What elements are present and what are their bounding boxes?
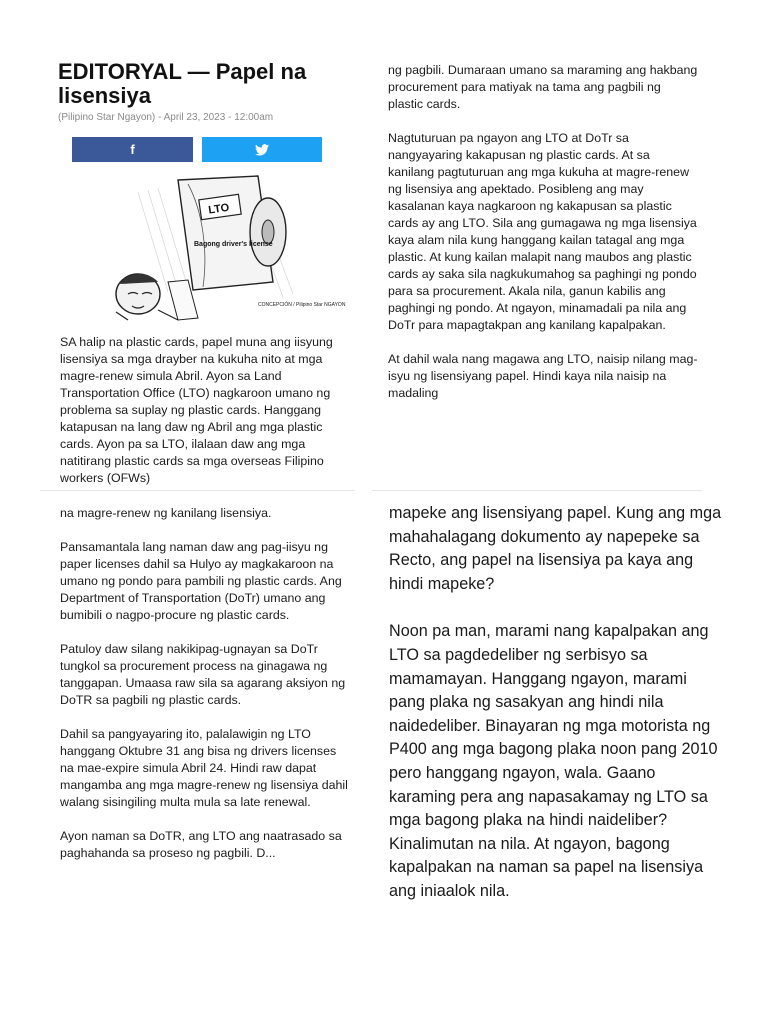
cartoon-signature: CONCEPCIÓN / Pilipino Star NGAYON [258,302,346,308]
right-column-continued [389,502,724,928]
article-meta: (Pilipino Star Ngayon) - April 23, 2023 - 12:00am [58,112,274,123]
paragraph: SA halip na plastic cards, papel muna ang iisyung lisensiya sa mga drayber na kukuha nito at mga magre-renew simula Abril. Ayon sa Land Transportation Office (LTO) nagkaroon umano ng problema sa suplay ng plastic cards. Hanggang katapusan na lang daw ng Abril ang mga plastic cards. Ayon pa sa LTO, ilalaan daw ang mga natitirang plastic cards sa mga overseas Filipino workers (OFWs) [60,335,333,485]
left-column-continued [60,505,350,879]
facebook-share-button[interactable] [72,137,193,162]
facebook-icon: f [130,142,135,157]
left-column-intro [60,334,346,496]
paragraph: ng pagbili. Dumaraan umano sa maraming ang hakbang procurement para matiyak na tama ang pagbili ng plastic cards. [388,63,698,111]
right-column-top [388,62,698,484]
twitter-icon [255,144,269,156]
paragraph: Patuloy daw silang nakikipag-ugnayan sa DoTr tungkol sa procurement process na ginagawa ng tanggapan. Umaasa raw sila sa agarang aksiyon ng DoTR sa pagbili ng plastic cards. [60,642,346,707]
paragraph: Ayon naman sa DoTR, ang LTO ang naatrasado sa paghahanda sa proseso ng pagbili. D... [60,829,342,860]
paragraph: mapeke ang lisensiyang papel. Kung ang mga mahahalagang dokumento ay napepeke sa Recto, ang papel na lisensiya pa kaya ang hindi mapeke? [389,504,722,593]
paragraph: Dahil sa pangyayaring ito, palalawigin ng LTO hanggang Oktubre 31 ang bisa ng drivers licenses na mae-expire simula Abril 24. Hindi raw dapat mangamba ang mga magre-renew ng lisensiya dahil walang sisingiling multa mula sa late renewal. [60,727,348,809]
paragraph: Pansamantala lang naman daw ang pag-iisyu ng paper licenses dahil sa Hulyo ay magkakaroon na umano ng pondo para pambili ng plastic cards. Ang Department of Transportation (DoTr) umano ang bumibili o nagpo-procure ng plastic cards. [60,540,342,622]
paragraph: Noon pa man, marami nang kapalpakan ang LTO sa pagdedeliber ng serbisyo sa mamamayan. Hanggang ngayon, marami pang plaka ng sasakyan ang hindi nila naidedeliber. Binayaran ng mga motorista ng P400 ang mga bagong plaka noon pang 2010 pero hanggang ngayon, wala. Gaano karaming pera ang napasakamay ng LTO sa mga bagong plaka na hindi naideliber? Kinalimutan na nila. At ngayon, bagong kapalpakan na naman sa papel na lisensiya ang iniaalok nila. [389,622,718,900]
editorial-cartoon [108,172,346,322]
article-title: EDITORYAL — Papel na lisensiya [58,59,307,108]
paragraph: Nagtuturuan pa ngayon ang LTO at DoTr sa nangyayaring kakapusan ng plastic cards. At sa kanilang pagtuturuan ang mga kukuha at magre-renew ng lisensiya ang apektado. Posibleng ang may kasalanan kaya nagkaroon ng kakapusan sa plastic cards ay ang LTO. Sila ang gumagawa ng mga lisensiya kaya alam nila kung hanggang kailan tatagal ang mga plastic. At kung kailan malapit nang maubos ang plastic cards ay saka sila nagkukumahog sa paghingi ng pondo para sa procurement. Akala nila, ganun kabilis ang paghingi ng pondo. At ngayon, minamadali pa nila ang DoTr para mapagtakpan ang kanilang kapalpakan. [388,131,697,332]
section-divider [40,490,355,491]
paragraph: na magre-renew ng kanilang lisensiya. [60,506,272,520]
paragraph: At dahil wala nang magawa ang LTO, naisip nilang mag-isyu ng lisensiyang papel. Hindi kaya nila naisip na madaling [388,352,698,400]
cartoon-card-label: Bagong driver's license [194,241,273,248]
section-divider [372,490,702,491]
cartoon-lto-label: LTO [207,201,231,217]
twitter-share-button[interactable] [202,137,322,162]
